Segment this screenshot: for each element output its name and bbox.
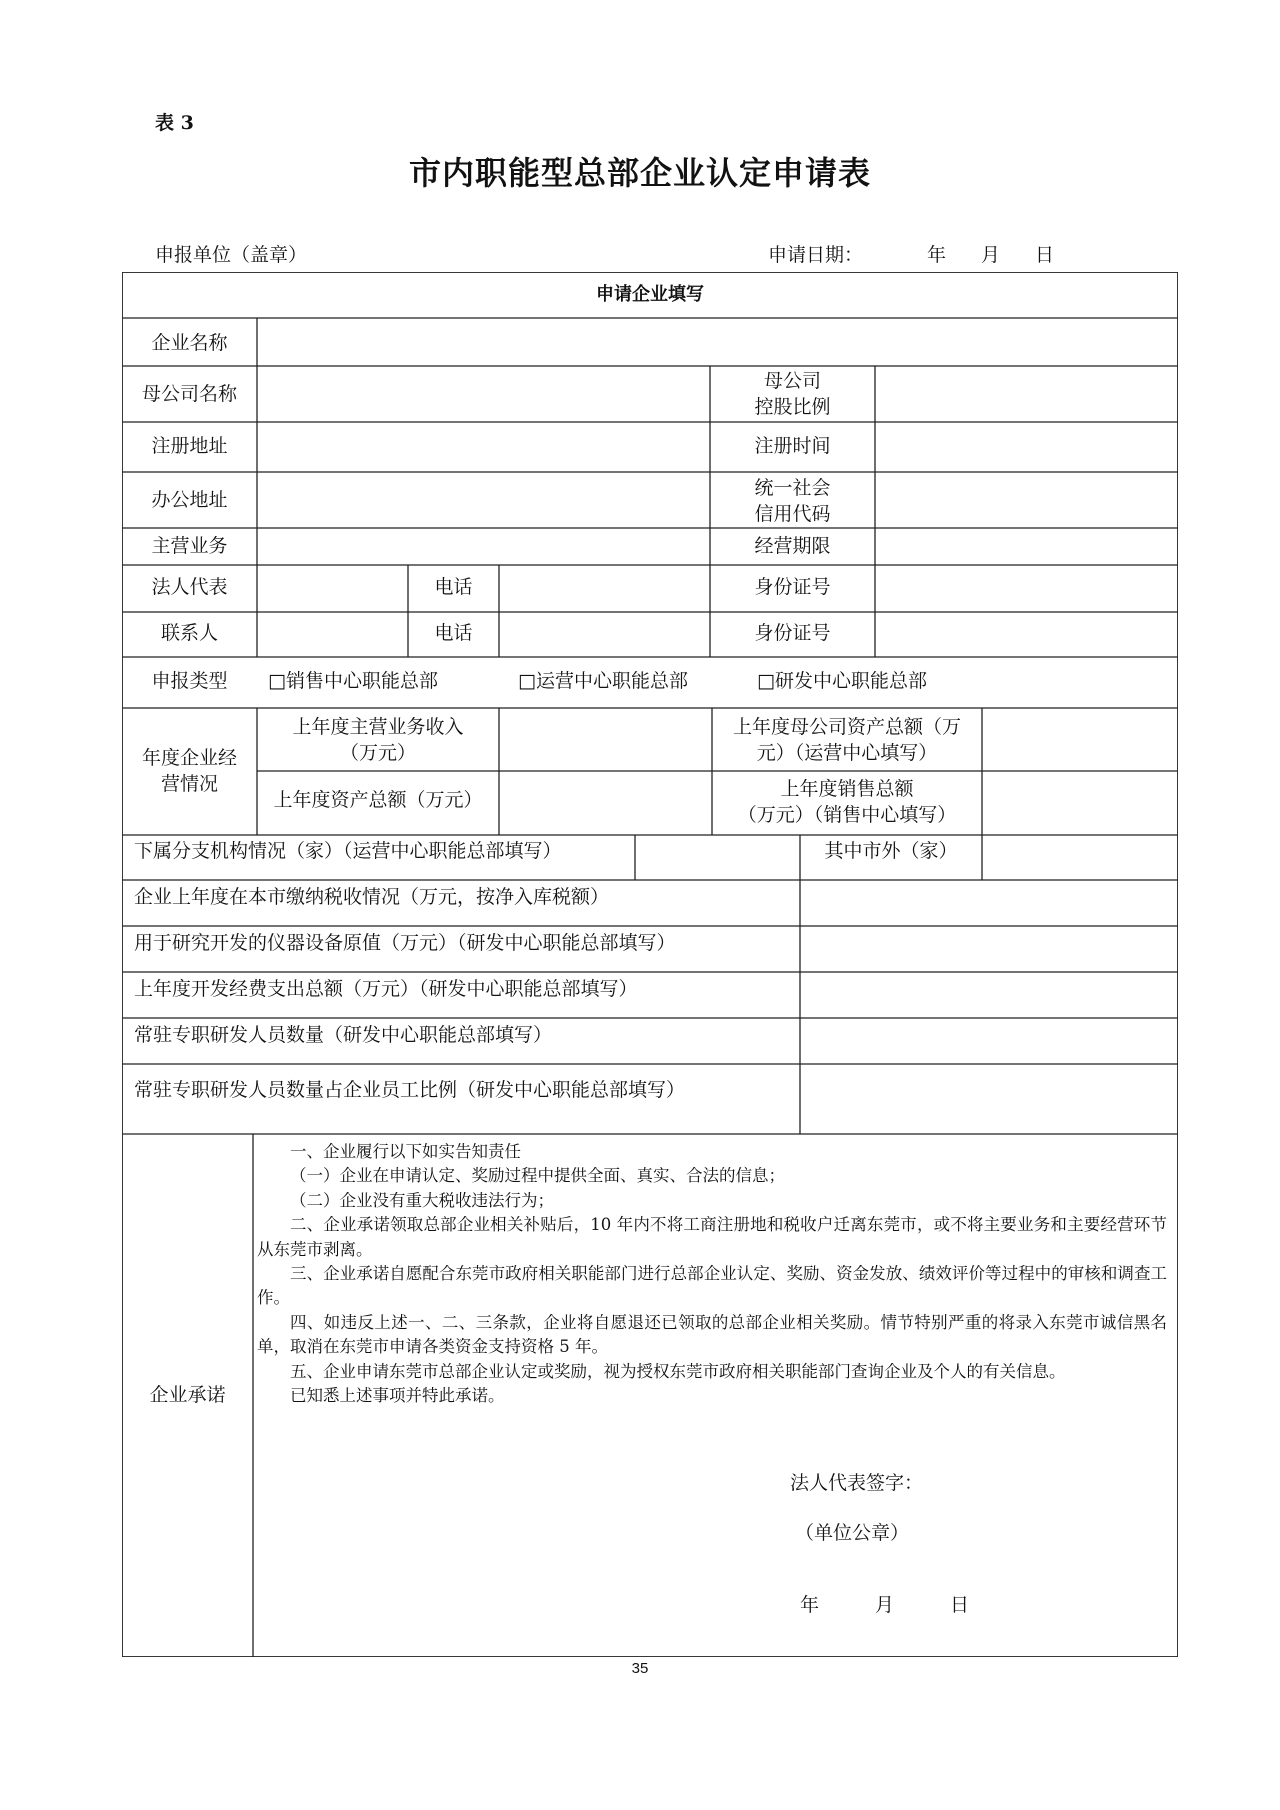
operating-period-label: 经营期限 <box>754 535 831 557</box>
option-sales-hq[interactable]: □销售中心职能总部 <box>268 670 438 692</box>
office-address-label: 办公地址 <box>151 489 228 511</box>
parent-name-label: 母公司名称 <box>141 383 237 405</box>
dev-expense-label: 上年度开发经费支出总额（万元）（研发中心职能总部填写） <box>134 978 638 1000</box>
date-day: 日 <box>1035 244 1055 266</box>
annual-ops-label: 年度企业经 营情况 <box>141 747 237 795</box>
contact-id-label: 身份证号 <box>754 622 831 644</box>
branches-label: 下属分支机构情况（家）（运营中心职能总部填写） <box>134 840 562 862</box>
reg-address-label: 注册地址 <box>151 435 228 457</box>
reg-time-label: 注册时间 <box>754 435 831 457</box>
parent-assets-label: 上年度母公司资产总额（万 元）（运营中心填写） <box>732 716 961 764</box>
table-label: 表 3 <box>155 112 194 134</box>
page-title: 市内职能型总部企业认定申请表 <box>408 154 871 192</box>
page-number: 35 <box>631 1660 649 1677</box>
contact-phone-label: 电话 <box>434 622 473 644</box>
commitment-paragraph: （一）企业在申请认定、奖励过程中提供全面、真实、合法的信息； <box>290 1166 785 1186</box>
date-month: 月 <box>981 244 1001 266</box>
last-sales-label: 上年度销售总额 （万元）（销售中心填写） <box>737 778 957 826</box>
commitment-paragraph: 五、企业申请东莞市总部企业认定或奖励，视为授权东莞市政府相关职能部门查询企业及个人的有关信息。 <box>290 1361 1066 1381</box>
apply-type-label: 申报类型 <box>151 670 228 692</box>
commitment-paragraph: 三、企业承诺自愿配合东莞市政府相关职能部门进行总部企业认定、奖励、资金发放、绩效评价等过程中的审核和调查工作。 <box>257 1264 1167 1308</box>
rd-equipment-label: 用于研究开发的仪器设备原值（万元）（研发中心职能总部填写） <box>134 932 676 954</box>
form-table-grid <box>122 272 1178 1657</box>
last-assets-label: 上年度资产总额（万元） <box>273 789 483 811</box>
tax-label: 企业上年度在本市缴纳税收情况（万元，按净入库税额） <box>134 886 610 908</box>
commitment-label: 企业承诺 <box>149 1384 226 1406</box>
commitment-paragraph: 已知悉上述事项并特此承诺。 <box>290 1386 505 1406</box>
option-operations-hq[interactable]: □运营中心职能总部 <box>518 670 688 692</box>
section-header: 申请企业填写 <box>596 284 704 305</box>
commitment-text <box>257 1140 1167 1408</box>
applicant-label: 申报单位（盖章） <box>155 244 308 266</box>
rd-ratio-label: 常驻专职研发人员数量占企业员工比例（研发中心职能总部填写） <box>134 1079 686 1101</box>
company-name-label: 企业名称 <box>151 332 228 354</box>
sign-month: 月 <box>875 1594 895 1616</box>
seal-label: （单位公章） <box>795 1522 910 1544</box>
contact-label: 联系人 <box>160 622 218 644</box>
commitment-paragraph: （二）企业没有重大税收违法行为； <box>290 1190 554 1210</box>
outside-city-label: 其中市外（家） <box>824 840 958 862</box>
rd-staff-label: 常驻专职研发人员数量（研发中心职能总部填写） <box>134 1024 553 1046</box>
legal-rep-id-label: 身份证号 <box>754 576 831 598</box>
signature-label: 法人代表签字： <box>790 1472 924 1494</box>
sign-day: 日 <box>950 1594 970 1616</box>
last-revenue-label: 上年度主营业务收入 （万元） <box>292 716 464 764</box>
commitment-paragraph: 二、企业承诺领取总部企业相关补贴后，10 年内不将工商注册地和税收户迁离东莞市，或不将主要业务和主要经营环节从东莞市剥离。 <box>257 1215 1167 1259</box>
credit-code-label: 统一社会 信用代码 <box>754 477 831 525</box>
legal-rep-label: 法人代表 <box>151 576 228 598</box>
date-label: 申请日期： <box>768 244 864 266</box>
main-business-label: 主营业务 <box>151 535 228 557</box>
parent-share-label: 母公司 控股比例 <box>754 370 831 418</box>
date-year: 年 <box>927 244 947 266</box>
commitment-paragraph: 一、企业履行以下如实告知责任 <box>290 1142 521 1161</box>
legal-rep-phone-label: 电话 <box>434 576 473 598</box>
option-rnd-hq[interactable]: □研发中心职能总部 <box>757 670 927 692</box>
sign-year: 年 <box>800 1594 820 1616</box>
commitment-paragraph: 四、如违反上述一、二、三条款，企业将自愿退还已领取的总部企业相关奖励。情节特别严重的将录入东莞市诚信黑名单，取消在东莞市申请各类资金支持资格 5 年。 <box>257 1312 1167 1357</box>
